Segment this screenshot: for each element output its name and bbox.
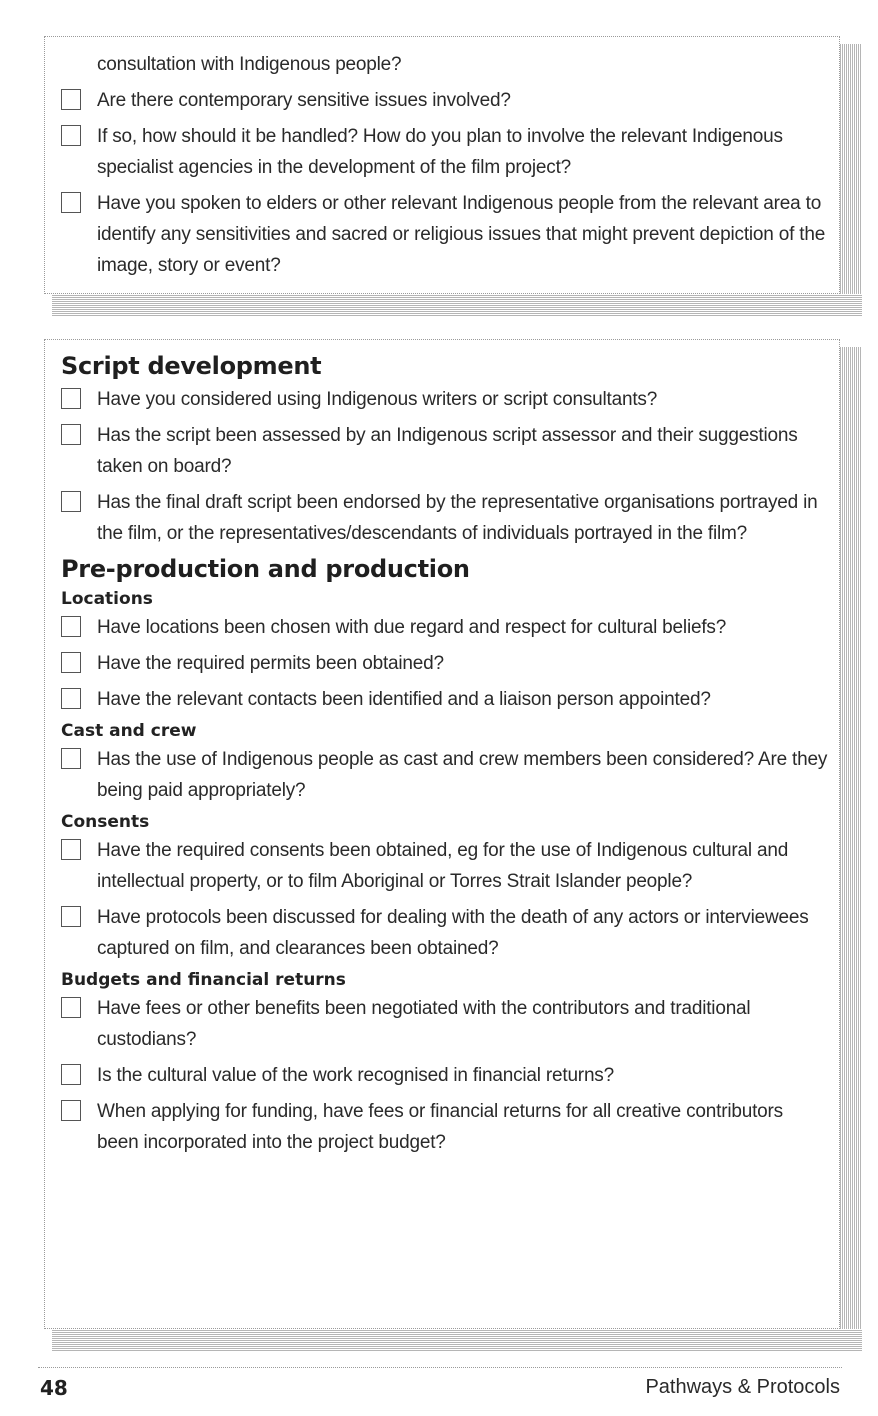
checklist-item-text: Have fees or other benefits been negotiated with the contributors and traditional custodians? <box>97 998 751 1050</box>
checklist-item-text: Have protocols been discussed for dealing with the death of any actors or interviewees captured on film, and clearances been obtained? <box>97 907 809 959</box>
checklist-item-text: Has the final draft script been endorsed by the representative organisations portrayed in the film, or the representatives/descendants of individuals portrayed in the film? <box>97 492 818 544</box>
checklist-item-text: Have locations been chosen with due regard and respect for cultural beliefs? <box>97 617 727 638</box>
checklist-item[interactable] <box>61 744 829 806</box>
checklist-item[interactable] <box>61 420 829 482</box>
checkbox[interactable] <box>61 125 81 146</box>
checklist-item[interactable] <box>61 835 829 897</box>
checklist-item[interactable] <box>61 648 829 679</box>
checkbox[interactable] <box>61 748 81 769</box>
box-shadow-bottom <box>52 1329 862 1351</box>
box-shadow-right <box>840 347 862 1351</box>
checklist-item[interactable] <box>61 993 829 1055</box>
checkbox[interactable] <box>61 388 81 409</box>
checklist-continued <box>61 49 829 286</box>
box-shadow-bottom <box>52 294 862 316</box>
checkbox[interactable] <box>61 652 81 673</box>
checkbox[interactable] <box>61 491 81 512</box>
checklist-item-text: Have you spoken to elders or other relevant Indigenous people from the relevant area to identify any sensitivities and sacred or religious issues that might prevent depiction of the image, story or event? <box>97 193 826 276</box>
checklist-item[interactable] <box>61 85 829 116</box>
checklist-box-continued <box>44 36 840 294</box>
checklist-item[interactable] <box>61 902 829 964</box>
checkbox[interactable] <box>61 688 81 709</box>
checklist-item[interactable] <box>61 384 829 415</box>
checklist-item-text: Is the cultural value of the work recognised in financial returns? <box>97 1065 614 1086</box>
checkbox[interactable] <box>61 192 81 213</box>
checkbox[interactable] <box>61 839 81 860</box>
checklist-item-text: When applying for funding, have fees or financial returns for all creative contributors been incorporated into the project budget? <box>97 1101 783 1153</box>
checklist-item-text: Has the use of Indigenous people as cast and crew members been considered? Are they being paid appropriately? <box>97 749 828 801</box>
checklist-item-text: consultation with Indigenous people? <box>97 54 402 75</box>
checklist-item-text: Have the required permits been obtained? <box>97 653 444 674</box>
checklist-item[interactable] <box>61 1096 829 1158</box>
checklist-item-text: Have the relevant contacts been identified and a liaison person appointed? <box>97 689 711 710</box>
checkbox[interactable] <box>61 616 81 637</box>
footer-divider <box>38 1367 842 1368</box>
checklist-item-text: If so, how should it be handled? How do you plan to involve the relevant Indigenous specialist agencies in the development of the film project? <box>97 126 783 178</box>
section-heading-script-development: Script development <box>61 352 322 380</box>
checkbox[interactable] <box>61 906 81 927</box>
checklist-item-text: Are there contemporary sensitive issues involved? <box>97 90 511 111</box>
checklist-item-text: Have you considered using Indigenous writers or script consultants? <box>97 389 658 410</box>
checklist-item[interactable] <box>61 487 829 549</box>
subheading-locations: Locations <box>61 589 153 609</box>
checklist-item[interactable] <box>61 612 829 643</box>
subheading-consents: Consents <box>61 812 150 832</box>
checkbox[interactable] <box>61 424 81 445</box>
checklist-box-main <box>44 339 840 1329</box>
checklist-item[interactable] <box>61 121 829 183</box>
checklist-item-text: Have the required consents been obtained, eg for the use of Indigenous cultural and intellectual property, or to film Aboriginal or Torres Strait Islander people? <box>97 840 789 892</box>
section-heading-pre-production: Pre-production and production <box>61 555 470 583</box>
checkbox[interactable] <box>61 997 81 1018</box>
document-title: Pathways & Protocols <box>645 1376 840 1398</box>
checklist-item[interactable] <box>61 1060 829 1091</box>
checklist-item-text: Has the script been assessed by an Indigenous script assessor and their suggestions taken on board? <box>97 425 798 477</box>
page-number: 48 <box>40 1376 68 1400</box>
box-shadow-right <box>840 44 862 316</box>
checklist-item <box>61 49 829 80</box>
checklist-main <box>61 350 829 1163</box>
subheading-budgets: Budgets and financial returns <box>61 970 346 990</box>
checkbox[interactable] <box>61 1100 81 1121</box>
subheading-cast-and-crew: Cast and crew <box>61 721 197 741</box>
checkbox[interactable] <box>61 1064 81 1085</box>
checklist-item[interactable] <box>61 684 829 715</box>
checkbox[interactable] <box>61 89 81 110</box>
checklist-item[interactable] <box>61 188 829 281</box>
